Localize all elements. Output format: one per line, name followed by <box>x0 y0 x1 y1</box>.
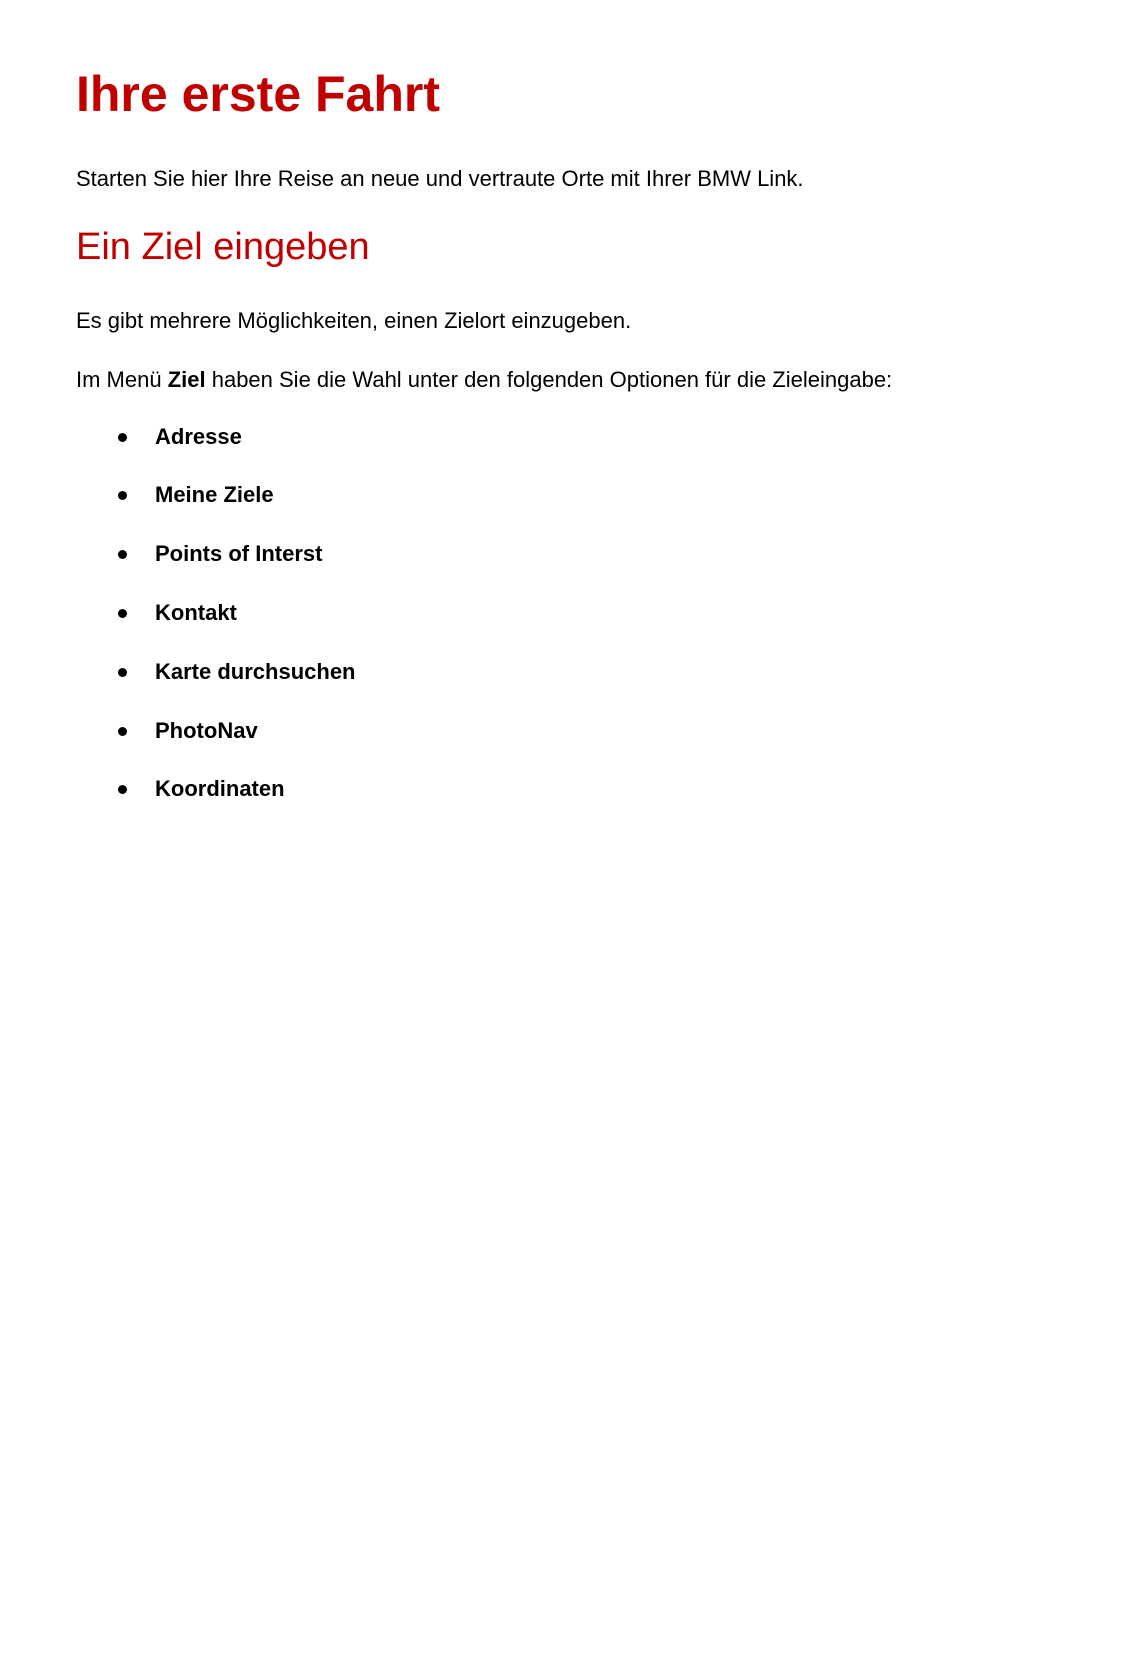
bullet-icon <box>118 550 127 559</box>
menu-name-ziel: Ziel <box>167 367 206 392</box>
option-label: Kontakt <box>155 600 237 625</box>
menu-paragraph <box>76 365 892 395</box>
option-label: Points of Interst <box>155 541 323 566</box>
option-label: Koordinaten <box>155 776 285 801</box>
list-item <box>114 774 614 804</box>
bullet-icon <box>118 433 127 442</box>
option-label: Karte durchsuchen <box>155 659 356 684</box>
list-item <box>114 598 614 628</box>
option-label: Adresse <box>155 424 242 449</box>
option-label: Meine Ziele <box>155 482 274 507</box>
menu-paragraph-end: haben Sie die Wahl unter den folgenden Optionen für die Zieleingabe: <box>205 367 893 392</box>
intro-paragraph: Starten Sie hier Ihre Reise an neue und vertraute Orte mit Ihrer BMW Link. <box>76 166 804 191</box>
page-title: Ihre erste Fahrt <box>76 66 441 122</box>
menu-paragraph-start: Im Menü <box>76 367 168 392</box>
option-label: PhotoNav <box>155 718 258 743</box>
options-intro-paragraph: Es gibt mehrere Möglichkeiten, einen Zielort einzugeben. <box>76 308 632 333</box>
list-item <box>114 480 614 510</box>
bullet-icon <box>118 785 127 794</box>
bullet-icon <box>118 491 127 500</box>
bullet-icon <box>118 727 127 736</box>
list-item <box>114 422 614 452</box>
list-item <box>114 539 614 569</box>
bullet-icon <box>118 609 127 618</box>
bullet-icon <box>118 668 127 677</box>
list-item <box>114 657 614 687</box>
section-heading: Ein Ziel eingeben <box>76 226 370 268</box>
list-item <box>114 716 614 746</box>
